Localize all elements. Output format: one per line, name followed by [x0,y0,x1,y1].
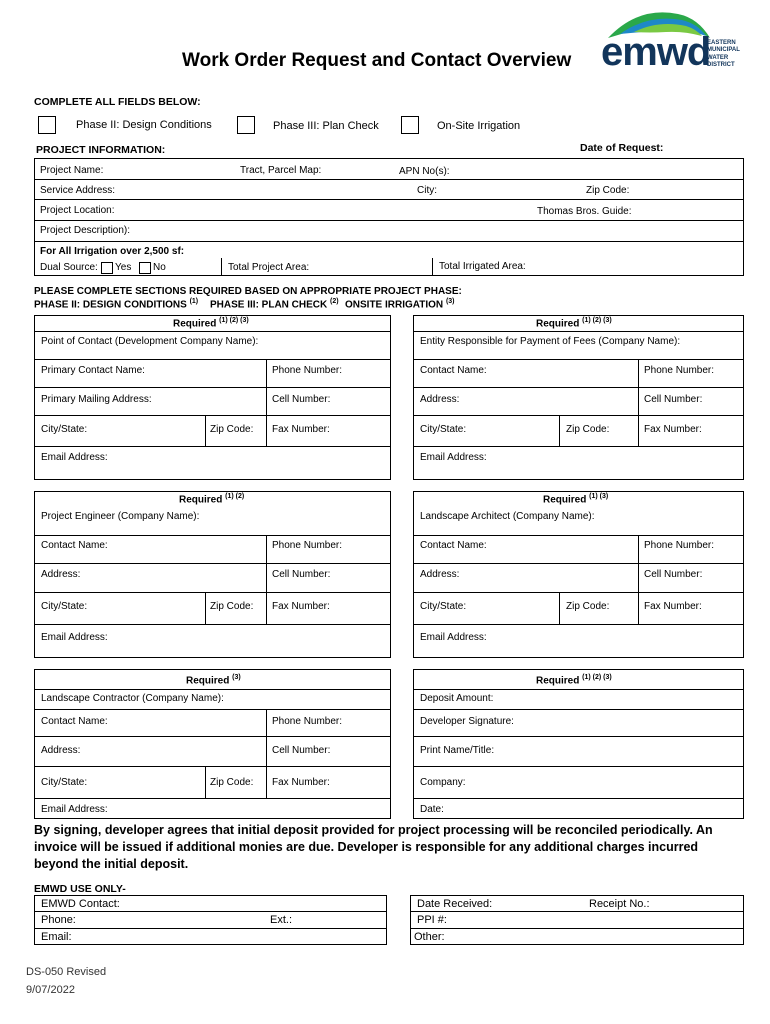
deposit-section [413,669,744,819]
zip-code-field[interactable]: Zip Code: [210,601,254,612]
service-address-field[interactable]: Service Address: [40,185,116,196]
contact-name-field[interactable]: Contact Name: [41,716,108,727]
divider [34,911,387,912]
city-state-field[interactable]: City/State: [41,424,88,435]
dual-source-no-label: No [153,262,166,273]
date-of-request-label[interactable]: Date of Request: [580,142,664,154]
divider [413,689,744,690]
phone-number-field[interactable]: Phone Number: [272,365,343,376]
sections-phase3-sup: (2) [330,298,339,305]
sections-onsite [345,298,455,310]
phase3-checkbox[interactable] [237,116,255,134]
divider [34,179,744,180]
cell-number-field[interactable]: Cell Number: [644,394,703,405]
divider [34,220,744,221]
sections-onsite-label: ONSITE IRRIGATION [345,299,444,311]
complete-all-heading: COMPLETE ALL FIELDS BELOW: [34,96,201,108]
dual-source-yes-label: Yes [115,262,132,273]
dual-source-no-checkbox[interactable] [139,262,151,274]
divider [413,535,744,536]
emwd-email-field[interactable]: Email: [41,931,72,943]
phone-number-field[interactable]: Phone Number: [272,716,343,727]
address-field[interactable]: Address: [41,745,81,756]
divider [266,709,267,798]
city-state-field[interactable]: City/State: [420,424,467,435]
contact-name-field[interactable]: Contact Name: [41,540,108,551]
emwd-use-heading: EMWD USE ONLY- [34,883,126,895]
divider [413,387,744,388]
divider [34,798,391,799]
address-field[interactable]: Address: [420,394,460,405]
fax-number-field[interactable]: Fax Number: [272,601,330,612]
zip-code-field[interactable]: Zip Code: [566,601,610,612]
divider [266,535,267,624]
divider [410,911,744,912]
email-address-field[interactable]: Email Address: [41,452,108,463]
divider [34,241,744,242]
divider [34,535,391,536]
onsite-label: On-Site Irrigation [437,120,521,132]
divider [221,258,222,276]
city-state-field[interactable]: City/State: [41,777,88,788]
fax-number-field[interactable]: Fax Number: [272,424,330,435]
emwd-contact-field[interactable]: EMWD Contact: [41,898,120,910]
logo-subtitle: EASTERN MUNICIPAL WATER DISTRICT [707,40,740,69]
project-description-field[interactable]: Project Description): [40,225,131,236]
divider [413,709,744,710]
cell-number-field[interactable]: Cell Number: [644,569,703,580]
form-date: 9/07/2022 [26,984,75,996]
email-address-field[interactable]: Email Address: [420,632,487,643]
onsite-checkbox[interactable] [401,116,419,134]
emwd-phone-field[interactable]: Phone: [41,914,76,926]
zip-code-field[interactable]: Zip Code: [210,424,254,435]
divider [34,563,391,564]
fax-number-field[interactable]: Fax Number: [272,777,330,788]
landscape-contractor-section [34,669,391,819]
city-state-field[interactable]: City/State: [420,601,467,612]
dual-source-label: Dual Source: [40,262,98,273]
landscape-contractor-field[interactable]: Landscape Contractor (Company Name): [41,693,224,704]
required-label: Required $^{(1) (3)}$ [543,493,609,506]
divider [34,592,391,593]
ppi-field[interactable]: PPI #: [417,914,447,926]
developer-notice: By signing, developer agrees that initial deposit provided for project processing will be reconciled periodically. An invoice will be issued if additional monies are due. Developer is responsible for any additional charges incurred beyond the initial deposit. [34,823,713,871]
apn-field[interactable]: APN No(s): [399,166,450,177]
divider [413,446,744,447]
emwd-ext-field[interactable]: Ext.: [270,914,293,926]
divider [413,736,744,737]
page-title: Work Order Request and Contact Overview [182,50,572,71]
point-of-contact-field[interactable]: Point of Contact (Development Company Name): [41,336,259,347]
divider [413,592,744,593]
entity-responsible-field[interactable]: Entity Responsible for Payment of Fees (Company Name): [420,336,681,347]
divider [205,766,206,798]
project-info-box [34,158,744,276]
company-field[interactable]: Company: [420,777,466,788]
primary-contact-name-field[interactable]: Primary Contact Name: [41,365,145,376]
cell-number-field[interactable]: Cell Number: [272,394,331,405]
project-name-field[interactable]: Project Name: [40,165,104,176]
fax-number-field[interactable]: Fax Number: [644,601,702,612]
cell-number-field[interactable]: Cell Number: [272,745,331,756]
phase2-label: Phase II: Design Conditions [76,119,212,131]
phone-number-field[interactable]: Phone Number: [272,540,343,551]
divider [34,359,391,360]
contact-name-field[interactable]: Contact Name: [420,540,487,551]
phone-number-field[interactable]: Phone Number: [644,365,715,376]
divider [205,592,206,624]
divider [413,563,744,564]
divider [638,535,639,624]
date-received-field[interactable]: Date Received: [417,898,493,910]
divider [413,359,744,360]
divider [413,798,744,799]
zip-code-field[interactable]: Zip Code: [566,424,610,435]
divider [34,709,391,710]
project-engineer-field[interactable]: Project Engineer (Company Name): [41,511,200,522]
divider [638,359,639,446]
divider [34,624,391,625]
divider [34,415,391,416]
email-address-field[interactable]: Email Address: [41,632,108,643]
divider [413,624,744,625]
zip-field[interactable]: Zip Code: [586,185,630,196]
dual-source-yes-checkbox[interactable] [101,262,113,274]
thomas-guide-field[interactable]: Thomas Bros. Guide: [537,206,632,217]
divider [413,766,744,767]
fax-number-field[interactable]: Fax Number: [644,424,702,435]
other-field[interactable]: Other: [414,931,445,943]
divider [34,199,744,200]
divider [34,446,391,447]
address-field[interactable]: Address: [41,569,81,580]
phone-number-field[interactable]: Phone Number: [644,540,715,551]
divider [34,928,387,929]
developer-signature-field[interactable]: Developer Signature: [420,716,514,727]
city-field[interactable]: City: [417,185,437,196]
required-label: Required $^{(1) (2) (3)}$ [536,674,612,687]
divider [432,258,433,276]
divider [34,736,391,737]
divider [559,592,560,624]
phase3-label: Phase III: Plan Check [273,120,379,132]
cell-number-field[interactable]: Cell Number: [272,569,331,580]
divider [34,331,391,332]
divider [266,359,267,446]
sections-onsite-sup: (3) [445,298,455,305]
divider [410,928,744,929]
city-state-field[interactable]: City/State: [41,601,88,612]
sections-phase2 [34,298,198,310]
required-label: Required $^{(3)}$ [186,674,241,687]
project-info-heading: PROJECT INFORMATION: [36,144,166,156]
sections-phase2-sup: (1) [189,298,199,305]
divider [205,415,206,446]
print-name-field[interactable]: Print Name/Title: [420,745,495,756]
project-location-field[interactable]: Project Location: [40,205,115,216]
divider [34,689,391,690]
tract-field[interactable]: Tract, Parcel Map: [240,165,322,176]
form-id: DS-050 Revised [26,966,107,978]
divider [413,331,744,332]
required-label: Required $^{(1) (2) (3)}$ [173,317,249,330]
date-field[interactable]: Date: [420,804,444,815]
divider [559,415,560,446]
total-irrigated-area-field[interactable]: Total Irrigated Area: [439,261,526,272]
phase2-checkbox[interactable] [38,116,56,134]
landscape-architect-field[interactable]: Landscape Architect (Company Name): [420,511,595,522]
divider [34,387,391,388]
sections-phase3 [210,298,339,310]
divider [34,766,391,767]
required-label: Required $^{(1) (2)}$ [179,493,245,506]
required-label: Required $^{(1) (2) (3)}$ [536,317,612,330]
divider [413,415,744,416]
primary-mailing-field[interactable]: Primary Mailing Address: [41,394,152,405]
email-address-field[interactable]: Email Address: [41,804,108,815]
email-address-field[interactable]: Email Address: [420,452,487,463]
irrigation-over-label: For All Irrigation over 2,500 sf: [40,246,185,257]
sections-phase2-label: PHASE II: DESIGN CONDITIONS [34,299,187,311]
logo-word: emwd [601,30,711,74]
total-project-area-field[interactable]: Total Project Area: [228,262,310,273]
contact-name-field[interactable]: Contact Name: [420,365,487,376]
receipt-no-field[interactable]: Receipt No.: [589,898,650,910]
zip-code-field[interactable]: Zip Code: [210,777,254,788]
deposit-amount-field[interactable]: Deposit Amount: [420,693,494,704]
sections-phase3-label: PHASE III: PLAN CHECK [210,299,328,311]
address-field[interactable]: Address: [420,569,460,580]
sections-note: PLEASE COMPLETE SECTIONS REQUIRED BASED ON APPROPRIATE PROJECT PHASE: [34,286,462,297]
